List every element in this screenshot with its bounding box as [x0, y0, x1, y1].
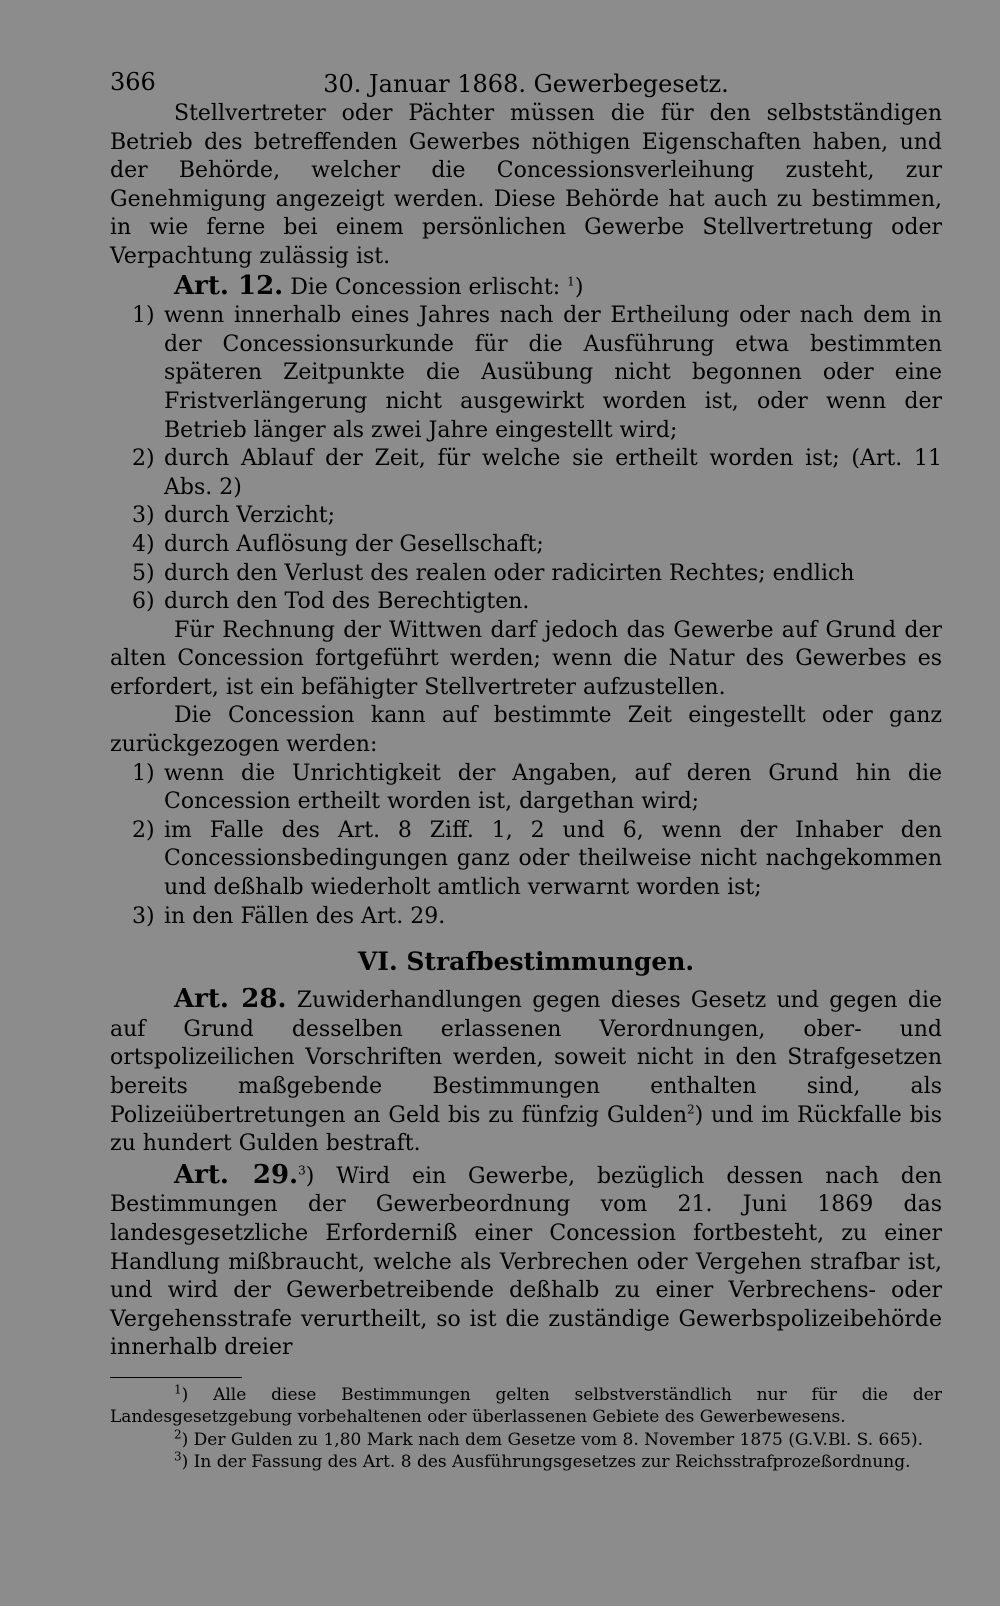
article-label: Art. 28.: [174, 984, 287, 1015]
article-label: Art. 12.: [174, 270, 284, 301]
list-item-number: 1): [132, 303, 155, 329]
list-item: [110, 903, 942, 932]
footnote-text: ) Alle diese Bestimmungen gelten selbstverständlich nur für die der Landesgesetzgebung vorbehaltenen oder überlassenen Gebiete des Gewerbewesens.: [110, 1384, 942, 1428]
list-item: [110, 560, 942, 589]
art28-text-a: Zuwiderhandlungen gegen dieses Gesetz und gegen die auf Grund desselben erlassenen Verordnungen, ober- und ortspolizeilichen Vorschriften werden, soweit nicht in den Strafgesetzen bereits maßgebende Bestimmungen enthalten sind, als Polizeiübertretungen an Geld bis zu fünfzig Gulden: [110, 988, 943, 1128]
list-item-number: 3): [132, 503, 155, 529]
art12-list: [110, 302, 942, 617]
list-item-number: 1): [132, 760, 155, 786]
page-number: 366: [110, 68, 156, 96]
list-item: [110, 760, 942, 817]
list-item-number: 2): [132, 446, 155, 472]
list-item-number: 4): [132, 531, 155, 557]
list-item-text: wenn innerhalb eines Jahres nach der Ertheilung oder nach dem in der Concessionsurkunde für die Ausführung etwa bestimmten späteren Zeitpunkte die Ausübung nicht begonnen oder eine Fristverlängerung nicht ausgewirkt worden ist, oder wenn der Betrieb länger als zwei Jahre eingestellt wird;: [164, 303, 942, 443]
list-item-text: wenn die Unrichtigkeit der Angaben, auf deren Grund hin die Concession ertheilt worden ist, dargethan wird;: [164, 760, 942, 815]
document-page: [110, 60, 942, 1474]
footnote-ref: 3: [298, 1163, 306, 1178]
list-item: [110, 445, 942, 502]
footnote-separator: [110, 1377, 242, 1378]
list-item: [110, 817, 942, 903]
list-item-text: durch Ablauf der Zeit, für welche sie ertheilt worden ist; (Art. 11 Abs. 2): [164, 446, 942, 500]
list-item-number: 6): [132, 589, 155, 615]
list-item-text: durch den Tod des Berechtigten.: [164, 589, 530, 615]
footnote: [110, 1384, 942, 1429]
art28-paragraph: [110, 985, 942, 1159]
page-header: [110, 60, 942, 100]
footnote-ref: 1: [567, 274, 575, 289]
list-item-text: durch Auflösung der Gesellschaft;: [164, 531, 544, 557]
art12-heading: [110, 272, 942, 303]
list-item-text: im Falle des Art. 8 Ziff. 1, 2 und 6, wenn der Inhaber den Concessionsbedingungen ganz oder theilweise nicht nachgekommen und deßhalb wiederholt amtlich verwarnt worden ist;: [164, 817, 942, 901]
footnote-ref: 2: [687, 1102, 695, 1117]
list-item-number: 2): [132, 817, 155, 843]
footnote-text: ) In der Fassung des Art. 8 des Ausführungsgesetzes zur Reichsstrafprozeßordnung.: [181, 1452, 911, 1473]
art29-text: ) Wird ein Gewerbe, bezüglich dessen nach den Bestimmungen der Gewerbeordnung vom 21. Juni 1869 das landesgesetzliche Erforderniß einer Concession fortbesteht, zu einer Handlung mißbraucht, welche als Verbrechen oder Vergehen strafbar ist, und wird der Gewerbetreibende deßhalb zu einer Verbrechens- oder Vergehensstrafe verurtheilt, so ist die zuständige Gewerbspolizeibehörde innerhalb dreier: [110, 1163, 943, 1361]
footnote-mark: 2: [174, 1427, 182, 1442]
list-item-number: 5): [132, 560, 155, 586]
list-item-text: durch den Verlust des realen oder radicirten Rechtes; endlich: [164, 560, 855, 586]
art12-list-2: [110, 760, 942, 932]
paragraph-stellvertreter: Stellvertreter oder Pächter müssen die für den selbstständigen Betrieb des betreffenden Gewerbes nöthigen Eigenschaften haben, und der Behörde, welcher die Concessionsverleihung zusteht, zur Genehmigung angezeigt werden. Diese Behörde hat auch zu bestimmen, in wie ferne bei einem persönlichen Gewerbe Stellvertretung oder Verpachtung zulässig ist.: [110, 101, 942, 269]
running-title: 30. Januar 1868. Gewerbegesetz.: [323, 70, 729, 98]
list-item: [110, 302, 942, 445]
art12-text: Die Concession erlischt:: [290, 274, 561, 300]
art28-text-b: ) und im Rückfalle bis zu hundert Gulden bestraft.: [110, 1102, 942, 1157]
list-item-number: 3): [132, 903, 155, 929]
footnotes: [110, 1384, 942, 1474]
footnote-ref-paren: ): [574, 274, 584, 300]
section-heading: VI. Strafbestimmungen.: [357, 947, 695, 977]
footnote-mark: 1: [174, 1382, 182, 1397]
list-item-text: durch Verzicht;: [164, 503, 336, 529]
list-item: [110, 502, 942, 531]
footnote-text: ) Der Gulden zu 1,80 Mark nach dem Gesetze vom 8. November 1875 (G.V.Bl. S. 665).: [181, 1429, 924, 1450]
art29-paragraph: [110, 1161, 942, 1363]
footnote: [110, 1429, 942, 1452]
paragraph-wittwen: Für Rechnung der Wittwen darf jedoch das Gewerbe auf Grund der alten Concession fortgeführt werden; wenn die Natur des Gewerbes es erfordert, ist ein befähigter Stellvertreter aufzustellen.: [110, 617, 942, 700]
list-item-text: in den Fällen des Art. 29.: [164, 903, 446, 929]
paragraph-zurueckgezogen: Die Concession kann auf bestimmte Zeit eingestellt oder ganz zurückgezogen werden:: [110, 703, 942, 758]
article-label: Art. 29.: [174, 1159, 299, 1190]
footnote: [110, 1451, 942, 1474]
footnote-mark: 3: [174, 1449, 182, 1464]
list-item: [110, 588, 942, 617]
list-item: [110, 531, 942, 560]
